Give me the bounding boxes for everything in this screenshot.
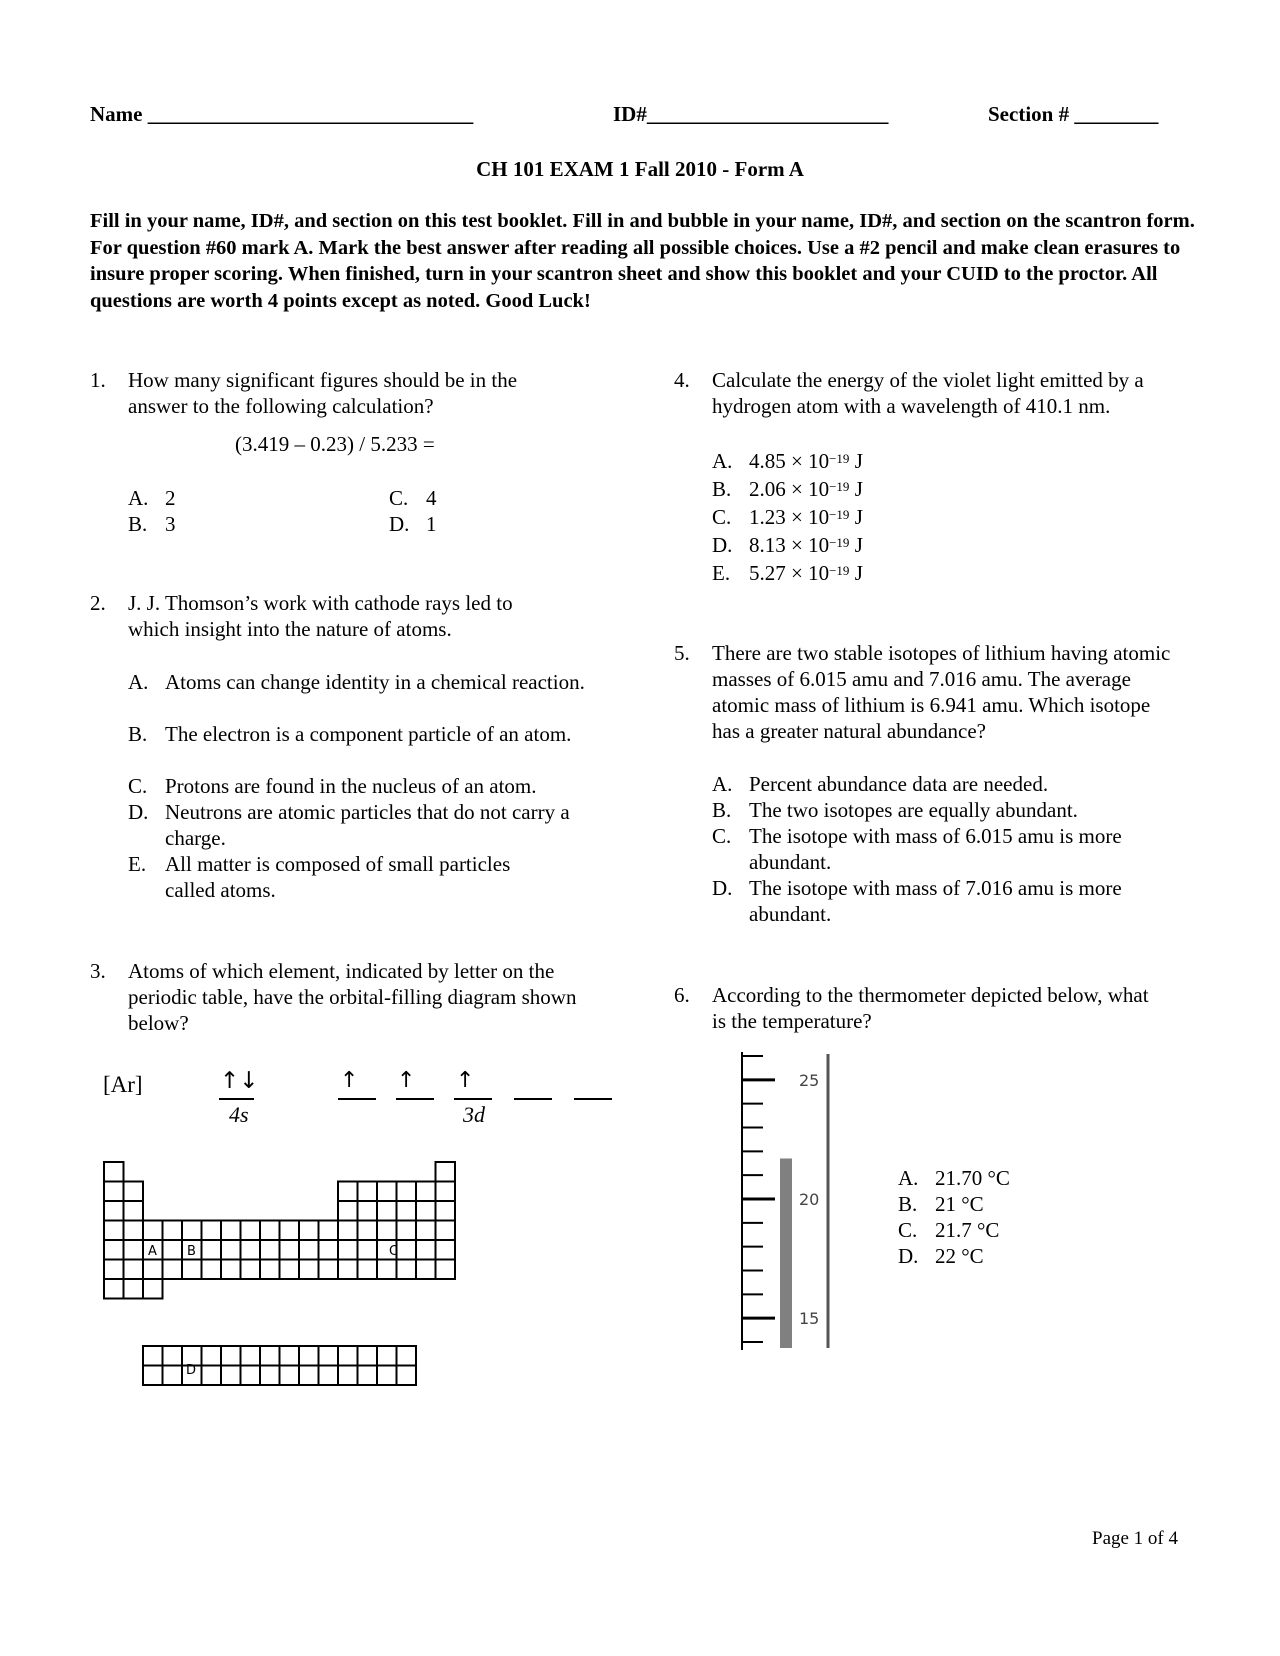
- periodic-table-cell: [221, 1346, 241, 1366]
- periodic-table-cell: [280, 1240, 300, 1260]
- periodic-table-label-a: A: [148, 1244, 157, 1259]
- orbital-3d-arrow: ↑: [397, 1068, 416, 1093]
- periodic-table-cell: [182, 1260, 202, 1280]
- periodic-table-cell: [377, 1182, 397, 1202]
- label-3d: 3d: [463, 1102, 485, 1127]
- periodic-table-cell: [260, 1221, 280, 1241]
- question-6: [674, 982, 1234, 1042]
- periodic-table-cell: [241, 1240, 261, 1260]
- periodic-table-cell: [124, 1279, 144, 1299]
- thermometer-mercury-column: [780, 1158, 792, 1348]
- periodic-table-cell: [377, 1221, 397, 1241]
- exam-title: CH 101 EXAM 1 Fall 2010 - Form A: [476, 157, 804, 181]
- periodic-table-cell: [338, 1260, 358, 1280]
- periodic-table: [90, 1150, 490, 1420]
- periodic-table-cell: [338, 1201, 358, 1221]
- periodic-table-cell: [397, 1260, 417, 1280]
- periodic-table-cell: [436, 1221, 456, 1241]
- periodic-table-cell: [416, 1182, 436, 1202]
- periodic-table-cell: [221, 1366, 241, 1386]
- periodic-table-cell: [182, 1221, 202, 1241]
- periodic-table-cell: [397, 1366, 417, 1386]
- periodic-table-cell: [377, 1260, 397, 1280]
- thermometer-label-20: 20: [799, 1190, 820, 1209]
- periodic-table-cell: [377, 1201, 397, 1221]
- orbital-line: [574, 1098, 612, 1100]
- periodic-table-cell: [241, 1346, 261, 1366]
- core-notation: [Ar]: [103, 1072, 143, 1097]
- orbital-4s-arrows: ↑↓: [220, 1068, 259, 1094]
- periodic-table-cell: [104, 1260, 124, 1280]
- periodic-table-cell: [397, 1221, 417, 1241]
- periodic-table-cell: [143, 1346, 163, 1366]
- question-4: [674, 367, 1234, 427]
- periodic-table-cell: [416, 1221, 436, 1241]
- question-number: 1.: [90, 368, 106, 392]
- periodic-table-cell: [202, 1366, 222, 1386]
- periodic-table-label-c: C: [389, 1244, 399, 1259]
- question-2: [90, 590, 650, 650]
- periodic-table-cell: [299, 1346, 319, 1366]
- periodic-table-cell: [397, 1201, 417, 1221]
- periodic-table-cell: [143, 1260, 163, 1280]
- periodic-table-label-b: B: [187, 1244, 196, 1259]
- question-number: 3.: [90, 959, 106, 983]
- label-4s: 4s: [229, 1102, 249, 1127]
- periodic-table-cell: [416, 1201, 436, 1221]
- periodic-table-cell: [241, 1221, 261, 1241]
- periodic-table-cell: [377, 1346, 397, 1366]
- question-text: How many significant figures should be in the answer to the following calculation?: [128, 368, 518, 418]
- thermometer-ticks: [741, 1052, 775, 1350]
- periodic-table-cell: [221, 1221, 241, 1241]
- periodic-table-cell: [397, 1240, 417, 1260]
- question-text: J. J. Thomson’s work with cathode rays led to which insight into the nature of atoms.: [128, 591, 513, 641]
- periodic-table-cell: [416, 1260, 436, 1280]
- periodic-table-cell: [241, 1366, 261, 1386]
- periodic-table-cell: [221, 1240, 241, 1260]
- periodic-table-cell: [397, 1182, 417, 1202]
- question-text: Atoms of which element, indicated by letter on the periodic table, have the orbital-filling diagram shown below?: [128, 959, 577, 1035]
- periodic-table-cell: [202, 1240, 222, 1260]
- thermometer-label-25: 25: [799, 1070, 820, 1090]
- periodic-table-cell: [104, 1221, 124, 1241]
- periodic-table-cell: [104, 1201, 124, 1221]
- periodic-table-cell: [260, 1260, 280, 1280]
- periodic-table-cell: [163, 1346, 183, 1366]
- orbital-line: [396, 1098, 434, 1100]
- periodic-table-cell: [202, 1221, 222, 1241]
- section-field-label: Section # ________: [988, 102, 1159, 126]
- periodic-table-cell: [338, 1346, 358, 1366]
- thermometer: [735, 1050, 835, 1360]
- orbital-line: [514, 1098, 552, 1100]
- periodic-table-cell: [358, 1201, 378, 1221]
- periodic-table-cell: [358, 1346, 378, 1366]
- id-field-label: ID#_______________________: [613, 102, 889, 126]
- periodic-table-cell: [260, 1366, 280, 1386]
- question-text: Calculate the energy of the violet light emitted by a hydrogen atom with a wavelength of 410.1 nm.: [712, 368, 1144, 418]
- periodic-table-cell: [104, 1162, 124, 1182]
- periodic-table-cell: [241, 1260, 261, 1280]
- periodic-table-cell: [299, 1260, 319, 1280]
- question-5: [674, 640, 1234, 750]
- periodic-table-cell: [280, 1366, 300, 1386]
- periodic-table-cell: [143, 1366, 163, 1386]
- question-number: 4.: [674, 368, 690, 392]
- periodic-table-cell: [299, 1366, 319, 1386]
- orbital-3d-arrow: ↑: [340, 1068, 359, 1093]
- question-number: 6.: [674, 983, 690, 1007]
- periodic-table-cell: [221, 1260, 241, 1280]
- q1-expression: (3.419 – 0.23) / 5.233 =: [235, 432, 435, 456]
- periodic-table-cell: [397, 1346, 417, 1366]
- page-number: Page 1 of 4: [1092, 1528, 1179, 1549]
- thermometer-label-15: 15: [799, 1309, 820, 1329]
- periodic-table-cell: [338, 1182, 358, 1202]
- periodic-table-cell: [358, 1182, 378, 1202]
- question-1: [90, 367, 650, 427]
- periodic-table-cell: [163, 1221, 183, 1241]
- periodic-table-cell: [338, 1221, 358, 1241]
- periodic-table-cell: [319, 1260, 339, 1280]
- periodic-table-cell: [104, 1279, 124, 1299]
- periodic-table-cell: [358, 1240, 378, 1260]
- periodic-table-cell: [202, 1260, 222, 1280]
- periodic-table-cell: [436, 1201, 456, 1221]
- periodic-table-cell: [358, 1366, 378, 1386]
- periodic-table-cell: [358, 1221, 378, 1241]
- periodic-table-cell: [280, 1260, 300, 1280]
- periodic-table-cell: [260, 1346, 280, 1366]
- periodic-table-cell: [202, 1346, 222, 1366]
- exam-instructions: Fill in your name, ID#, and section on this test booklet. Fill in and bubble in your name, ID#, and section on the scantron form. For question #60 mark A. Mark the best answer after reading all possible choices. Use a #2 pencil and make clean erasures to insure proper scoring. When finished, turn in your scantron sheet and show this booklet and your CUID to the proctor. All questions are worth 4 points except as noted. Good Luck!: [90, 210, 1195, 312]
- question-text: According to the thermometer depicted below, what is the temperature?: [712, 983, 1149, 1033]
- periodic-table-cell: [280, 1346, 300, 1366]
- periodic-table-cell: [143, 1279, 163, 1299]
- periodic-table-cell: [163, 1260, 183, 1280]
- periodic-table-cell: [377, 1366, 397, 1386]
- question-number: 2.: [90, 591, 106, 615]
- periodic-table-cells: [104, 1162, 455, 1385]
- periodic-table-cell: [436, 1260, 456, 1280]
- question-text: There are two stable isotopes of lithium having atomic masses of 6.015 amu and 7.016 amu. The average atomic mass of lithium is 6.941 amu. Which isotope has a greater natural abundance?: [712, 641, 1171, 743]
- periodic-table-cell: [104, 1182, 124, 1202]
- periodic-table-cell: [124, 1221, 144, 1241]
- periodic-table-cell: [124, 1260, 144, 1280]
- periodic-table-cell: [143, 1221, 163, 1241]
- periodic-table-cell: [163, 1366, 183, 1386]
- orbital-line: [219, 1098, 254, 1100]
- periodic-table-cell: [436, 1162, 456, 1182]
- periodic-table-cell: [124, 1201, 144, 1221]
- periodic-table-cell: [436, 1182, 456, 1202]
- periodic-table-cell: [338, 1366, 358, 1386]
- periodic-table-cell: [299, 1221, 319, 1241]
- periodic-table-cell: [104, 1240, 124, 1260]
- periodic-table-label-d: D: [186, 1363, 197, 1378]
- orbital-3d-arrow: ↑: [456, 1068, 475, 1093]
- periodic-table-cell: [319, 1346, 339, 1366]
- orbital-line: [338, 1098, 376, 1100]
- periodic-table-cell: [319, 1221, 339, 1241]
- periodic-table-cell: [299, 1240, 319, 1260]
- periodic-table-cell: [358, 1260, 378, 1280]
- periodic-table-cell: [124, 1240, 144, 1260]
- periodic-table-cell: [338, 1240, 358, 1260]
- periodic-table-cell: [416, 1240, 436, 1260]
- periodic-table-cell: [260, 1240, 280, 1260]
- name-field-label: Name _______________________________: [90, 102, 474, 126]
- periodic-table-cell: [436, 1240, 456, 1260]
- question-number: 5.: [674, 641, 690, 665]
- periodic-table-cell: [163, 1240, 183, 1260]
- orbital-line: [454, 1098, 492, 1100]
- periodic-table-cell: [319, 1366, 339, 1386]
- periodic-table-cell: [319, 1240, 339, 1260]
- periodic-table-cell: [280, 1221, 300, 1241]
- periodic-table-cell: [124, 1182, 144, 1202]
- question-3: [90, 958, 650, 1038]
